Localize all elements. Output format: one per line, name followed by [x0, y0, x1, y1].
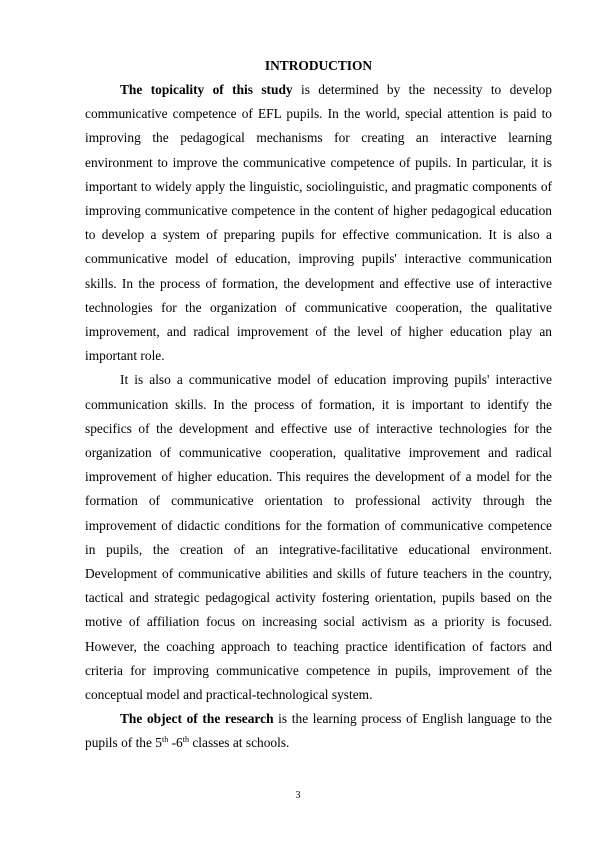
object-lead: The object of the research: [120, 711, 274, 727]
topicality-lead: The topicality of this study: [120, 82, 293, 97]
object-text-middle: -6: [168, 735, 183, 751]
ordinal-suffix-1: th: [162, 735, 169, 745]
object-text-before: is the learning process of English language to the pupils of the 5: [85, 711, 552, 751]
second-paragraph-text: It is also a communicative model of education improving pupils' interactive communication skills. In the process of formation, it is important to identify the specifics of the development and effective use of interactive technologies for the organization of communicative cooperation, qualitative improvement and radical improvement of higher education. This requires the development of a model for the formation of communicative orientation to professional activity through the improvement of didactic conditions for the formation of communicative competence in pupils, the creation of an integrative-facilitative educational environment. Development of communicative abilities and skills of future teachers in the country, tactical and strategic pedagogical activity fostering orientation, pupils based on the motive of affiliation focus on increasing social activism as a priority is focused. However, the coaching approach to teaching practice identification of factors and criteria for improving communicative competence in pupils, improvement of the conceptual model and practical-technological system.: [85, 372, 552, 703]
second-paragraph: [85, 368, 552, 707]
section-heading: INTRODUCTION: [264, 58, 373, 73]
object-text-after: classes at schools.: [188, 735, 290, 751]
topicality-paragraph: [85, 78, 552, 368]
ordinal-suffix-2: th: [182, 735, 189, 745]
page-content: [85, 54, 552, 756]
page-number: 3: [295, 790, 301, 801]
topicality-text: is determined by the necessity to develop communicative competence of EFL pupils. In the world, special attention is paid to improving the pedagogical mechanisms for creating an interactive learning environment to improve the communicative competence of pupils. In particular, it is important to widely apply the linguistic, sociolinguistic, and pragmatic components of improving communicative competence in the content of higher pedagogical education to develop a system of preparing pupils for effective communication. It is also a communicative model of education, improving pupils' interactive communication skills. In the process of formation, the development and effective use of interactive technologies for the organization of communicative cooperation, the qualitative improvement, and radical improvement of the level of higher education play an important role.: [85, 82, 552, 364]
object-paragraph: [85, 707, 552, 755]
